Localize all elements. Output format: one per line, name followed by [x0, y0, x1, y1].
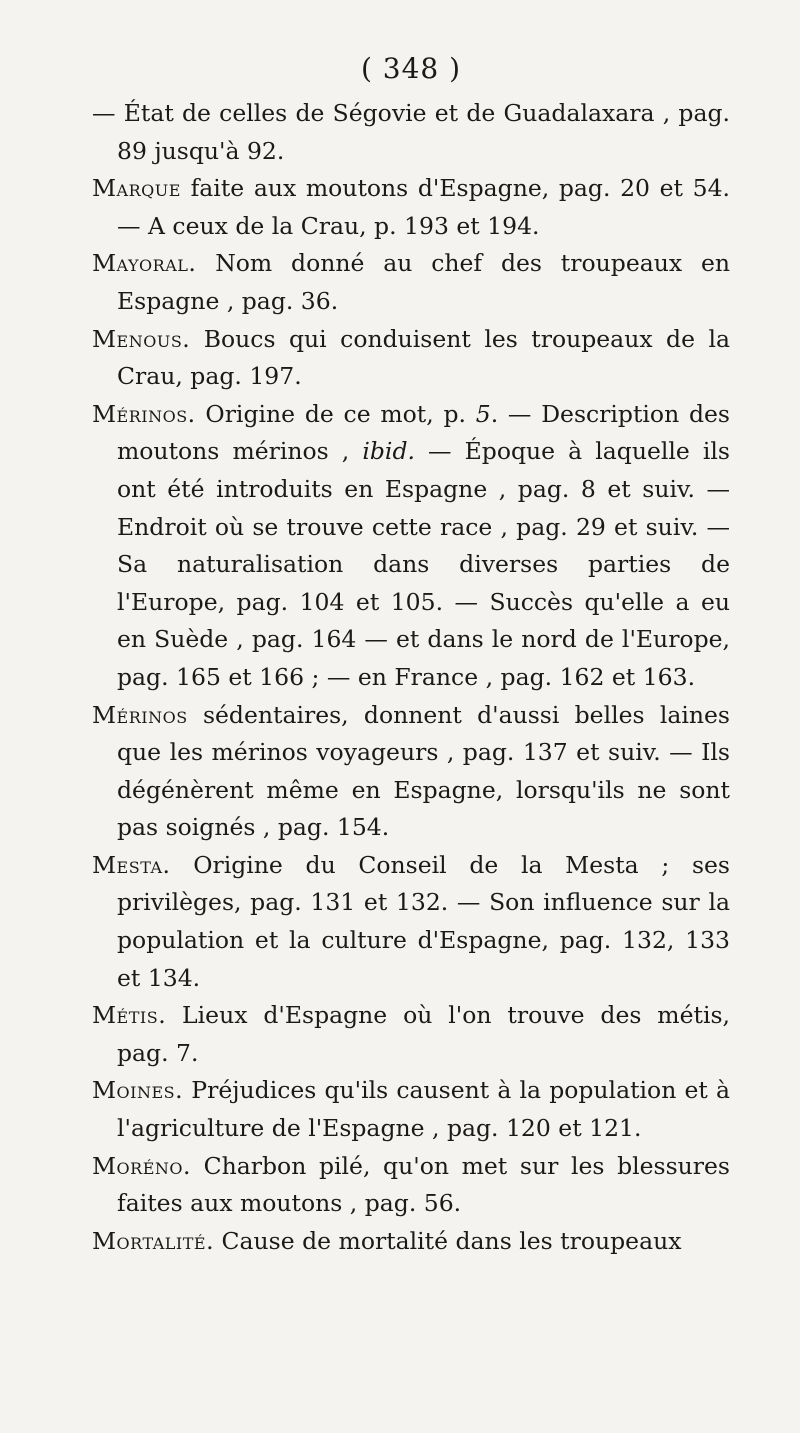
- entry-text: Charbon pilé, qu'on met sur les blessures faites aux moutons , pag. 56.: [117, 1151, 730, 1218]
- index-entry: [92, 1072, 730, 1147]
- index-entry: [92, 997, 730, 1072]
- entry-headword: Mérinos: [92, 700, 188, 729]
- entry-headword: Métis.: [92, 1001, 167, 1030]
- index-entry: [92, 1223, 730, 1261]
- entry-text: — Époque à laquelle ils ont été introduits en Espagne , pag. 8 et suiv. — Endroit où se trouve cette race , pag. 29 et suiv. — Sa naturalisation dans diverses parties de l'Europe, pag. 104 et 105. — Succès qu'elle a eu en Suède , pag. 164 — et dans le nord de l'Europe, pag. 165 et 166 ; — en France , pag. 162 et 163.: [117, 437, 730, 691]
- entry-text: Préjudices qu'ils causent à la population et à l'agriculture de l'Espagne , pag. 120 et 121.: [117, 1076, 730, 1143]
- entry-text: Lieux d'Espagne où l'on trouve des métis, pag. 7.: [117, 1001, 730, 1067]
- index-entry: [92, 1148, 730, 1223]
- entry-italic-text: ibid.: [362, 437, 415, 466]
- entry-headword: Marque: [92, 174, 181, 203]
- index-entry: [92, 170, 730, 245]
- entry-text: faite aux moutons d'Espagne, pag. 20 et 54. — A ceux de la Crau, p. 193 et 194.: [117, 174, 730, 240]
- entry-headword: Moines.: [92, 1076, 184, 1105]
- entry-text: Boucs qui conduisent les troupeaux de la Crau, pag. 197.: [117, 324, 730, 391]
- entry-headword: Mortalité.: [92, 1226, 215, 1255]
- entry-text: — État de celles de Ségovie et de Guadalaxara , pag. 89 jusqu'à 92.: [92, 99, 730, 165]
- index-entry: [92, 95, 730, 170]
- page-number: ( 348 ): [360, 52, 462, 85]
- entry-italic-text: 5: [475, 399, 491, 428]
- index-entry: [92, 245, 730, 320]
- entry-headword: Mérinos.: [92, 399, 196, 428]
- entry-text: Origine de ce mot, p.: [195, 399, 476, 428]
- index-entry: [92, 321, 730, 396]
- entry-text: Nom donné au chef des troupeaux en Espagne , pag. 36.: [117, 249, 730, 315]
- entry-headword: Mayoral.: [92, 249, 197, 278]
- entry-headword: Mesta.: [92, 850, 171, 879]
- entry-headword: Menous.: [92, 324, 191, 353]
- index-entry: [92, 697, 730, 847]
- entry-text: sédentaires, donnent d'aussi belles laines que les mérinos voyageurs , pag. 137 et suiv. — Ils dégénèrent même en Espagne, lorsqu'ils ne sont pas soignés , pag. 154.: [117, 700, 730, 842]
- entry-headword: Moréno.: [92, 1151, 191, 1180]
- index-entries: [92, 95, 730, 1260]
- entry-text: Cause de mortalité dans les troupeaux: [214, 1226, 682, 1255]
- entry-text: Origine du Conseil de la Mesta ; ses privilèges, pag. 131 et 132. — Son influence sur la population et la culture d'Espagne, pag. 132, 133 et 134.: [117, 850, 730, 992]
- entry-text: . — Description des moutons mérinos ,: [117, 399, 730, 466]
- index-entry: [92, 847, 730, 997]
- index-entry: [92, 396, 730, 697]
